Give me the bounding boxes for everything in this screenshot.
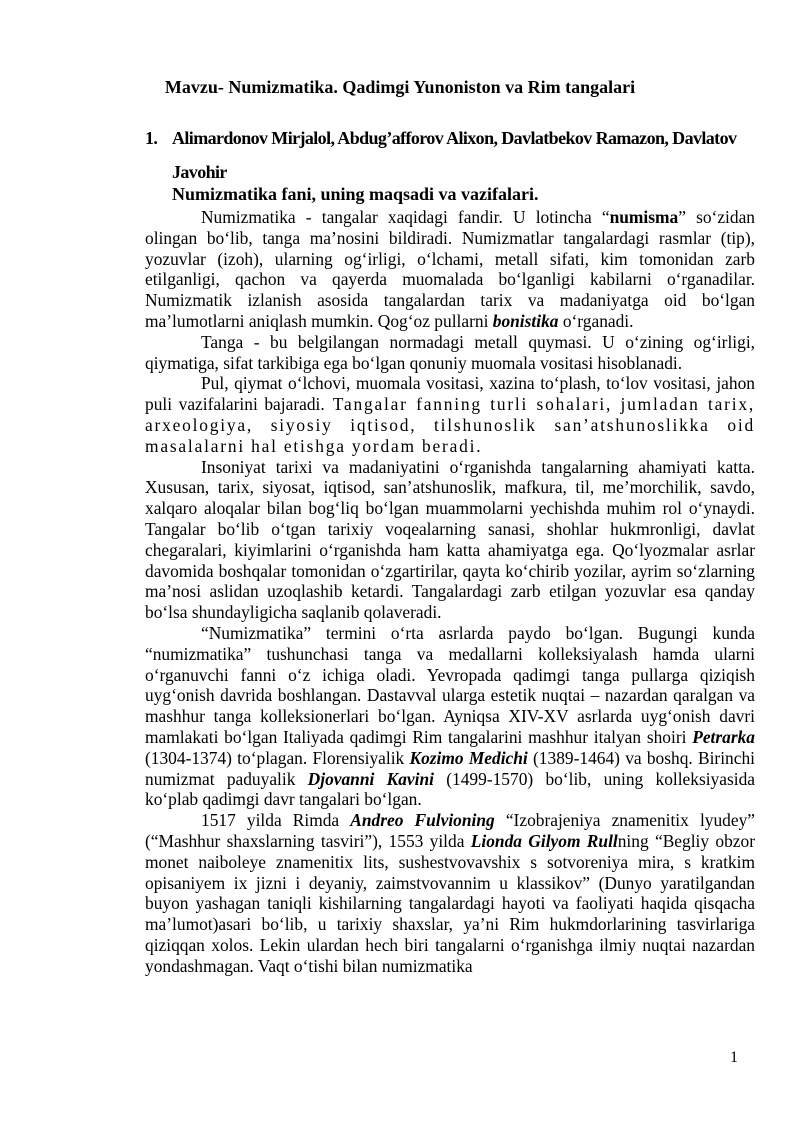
name-kozimo-medichi: Kozimo Medichi <box>409 747 528 768</box>
p1-text-c: o‘rganadi. <box>558 310 634 331</box>
section-heading: Numizmatika fani, uning maqsadi va vazifalari. <box>172 184 539 204</box>
authors-list <box>145 121 745 189</box>
p1-text-a: Numizmatika - tangalar xaqidagi fandir. U lotincha “ <box>201 207 610 227</box>
paragraph-6 <box>145 810 755 976</box>
p5-text-d: (1499-1570) bo‘lib, uning kolleksiyasida ko‘plab qadimgi davr tangalari bo‘lgan. <box>145 768 755 810</box>
paragraph-5 <box>145 623 755 810</box>
p3-text-a: Pul, qiymat o‘lchovi, muomala vositasi, xazina to‘plash, to‘lov vositasi, jahon puli vazifalarini bajaradi. <box>145 373 755 415</box>
body-text <box>145 207 755 976</box>
p5-text-a: “Numizmatika” termini o‘rta asrlarda paydo bo‘lgan. Bugungi kunda “numizmatika” tushunchasi tanga va medallarni kolleksiyalash hamda ularni o‘rganuvchi fanni o‘z ichiga oladi. Yevropada qadimgi tanga pullarga qiziqish uyg‘onish davrida boshlangan. Dastavval ularga estetik nuqtai – nazardan qaralgan va mashhur tanga kolleksionerlari bo‘lgan. Ayniqsa XIV-XV asrlarda uyg‘onish davri mamlakati bo‘lgan Italiyada qadimgi Rim tangalarini mashhur italyan shoiri <box>145 622 755 747</box>
name-petrarka: Petrarka <box>692 726 755 747</box>
p6-text-b: “Izobrajeniya znamenitix lyudey” (“Mashhur shaxslarning tasviri”), 1553 yilda <box>145 810 755 851</box>
paragraph-2: Tanga - bu belgilangan normadagi metall quymasi. U o‘zining og‘irligi, qiymatiga, sifat tarkibiga ega bo‘lgan qonuniy muomala vositasi hisoblanadi. <box>145 331 755 373</box>
paragraph-3 <box>145 373 755 456</box>
name-djovanni-kavini: Djovanni Kavini <box>307 768 434 789</box>
document-title: Mavzu- Numizmatika. Qadimgi Yunoniston va Rim tangalari <box>164 77 636 97</box>
authors-line-1 <box>145 121 745 155</box>
p1-text-b: ” so‘zidan olingan bo‘lib, tanga ma’nosini bildiradi. Numizmatlar tangalardagi rasmlar (tip), yozuvlar (izoh), ularning og‘irligi, o‘lchami, metall sifati, kim tomonidan zarb etilganligi, qachon va qayerda muomalada bo‘lganligi kabilarni o‘rganadilar. Numizmatik izlanish asosida tangalardan tarix va madaniyatga oid bo‘lgan ma’lumotlarni aniqlash mumkin. Qog‘oz pullarni <box>145 207 755 331</box>
authors-number: 1. <box>145 128 158 148</box>
p5-text-c: (1389-1464) va boshq. Birinchi numizmat paduyalik <box>145 747 755 789</box>
p5-text-b: (1304-1374) to‘plagan. Florensiyalik <box>145 747 410 768</box>
name-andreo-fulvio: Andreo Fulvioning <box>350 810 495 831</box>
authors-names-1: Alimardonov Mirjalol, Abdug’afforov Alixon, Davlatbekov Ramazon, Davlatov <box>172 128 737 148</box>
paragraph-4: Insoniyat tarixi va madaniyatini o‘rganishda tangalarning ahamiyati katta. Xususan, tarix, siyosat, iqtisod, san’atshunoslik, mafkura, til, me’morchilik, savdo, xalqaro aloqalar bilan bog‘liq bo‘lgan muammolarni yechishda muhim rol o‘ynaydi. Tangalar bo‘lib o‘tgan tarixiy voqealarning sanasi, shohlar hukmronligi, davlat chegaralari, kiyimlarini o‘rganishda ham katta ahamiyatga ega. Qo‘lyozmalar asrlar davomida boshqalar tomonidan o‘zgartirilar, qayta ko‘chirib yozilar, ayrim so‘zlarning ma’nosi aslidan uzoqlashib ketardi. Tangalardagi zarb etilgan yozuvlar esa qanday bo‘lsa shundayligicha saqlanib qolaveradi. <box>145 456 755 623</box>
paragraph-1 <box>145 207 755 332</box>
term-numisma: numisma <box>609 207 679 227</box>
p6-text-c: ning “Begliy obzor monet naiboleye znamenitix lits, sushestvovavshix s sotvoreniya mira, s kratkim opisaniyem ix jizni i deyaniy, zaimstvovannim u klassikov” (Dunyo yaratilgandan buyon yashagan taniqli kishilarning tangalardagi hayoti va faoliyati haqida qisqacha ma’lumot)asari bo‘lib, u tarixiy shaxslar, ya’ni Rim hukmdorlarining tasvirlariga qiziqqan xolos. Lekin ulardan hech biri tangalarni o‘rganishga ilmiy nuqtai nazardan yondashmagan. Vaqt o‘tishi bilan numizmatika <box>145 830 755 976</box>
authors-line-2: Javohir <box>172 162 227 182</box>
p3-text-b: Tangalar fanning turli sohalari, jumladan tarix, arxeologiya, siyosiy iqtisod, tilshunoslik san’atshunoslikka oid masalalarni hal etishga yordam beradi. <box>145 394 756 456</box>
page-number: 1 <box>730 1049 738 1066</box>
name-lionda-gilyom-rull: Lionda Gilyom Rull <box>470 830 618 851</box>
term-bonistika: bonistika <box>492 310 559 331</box>
p6-text-a: 1517 yilda Rimda <box>201 810 351 831</box>
